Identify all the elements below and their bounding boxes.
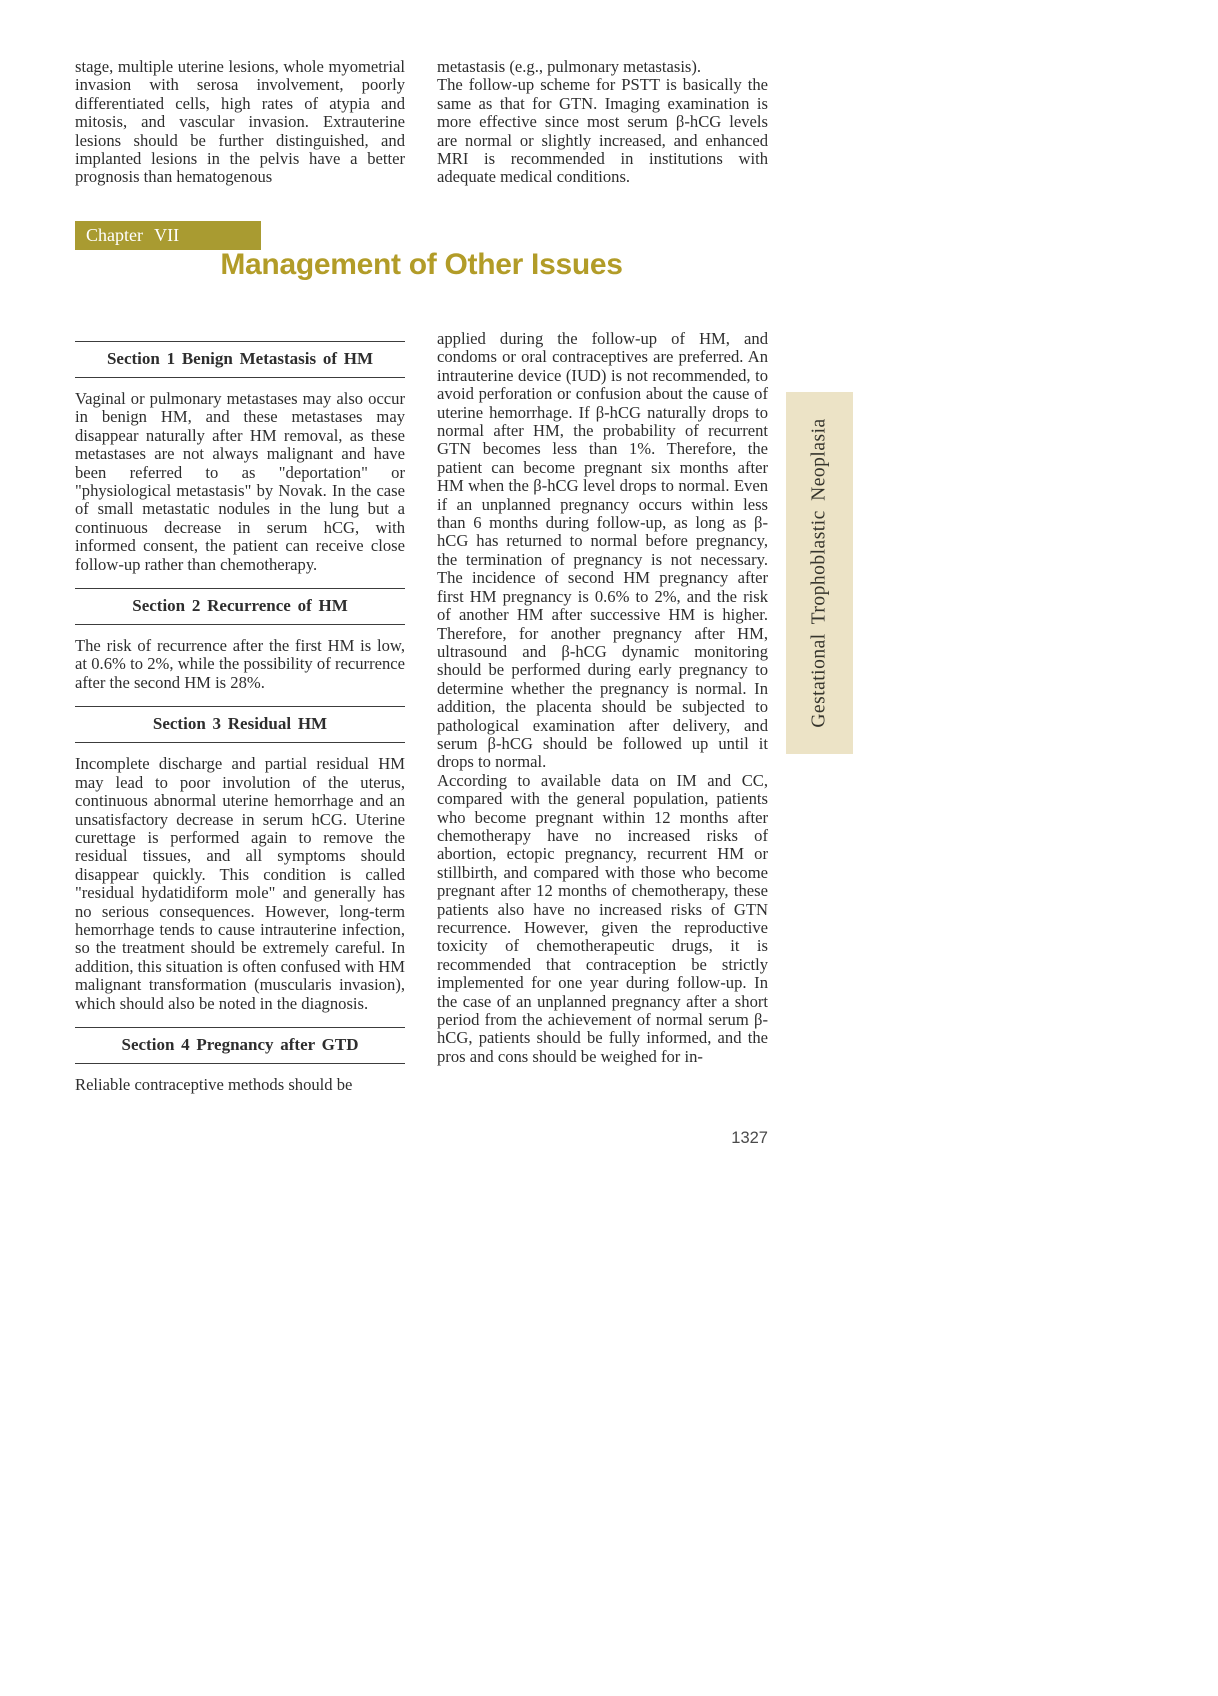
page-number: 1327	[731, 1129, 768, 1147]
right-column-paragraph-1: applied during the follow-up of HM, and condoms or oral contraceptives are preferred. An intrauterine device (IUD) is not recommended, to avoid perforation or confusion about the cause of uterine hemorrhage. If β-hCG naturally drops to normal after HM, the probability of recurrent GTN becomes less than 1%. Therefore, the patient can become pregnant six months after HM when the β-hCG level drops to normal. Even if an unplanned pregnancy occurs within less than 6 months during follow-up, as long as β-hCG has returned to normal before pregnancy, the termination of pregnancy is not necessary. The incidence of second HM pregnancy after first HM pregnancy is 0.6% to 2%, and the risk of another HM after successive HM is higher. Therefore, for another pregnancy after HM, ultrasound and β-hCG dynamic monitoring should be performed during early pregnancy to determine whether the pregnancy is normal. In addition, the placenta should be subjected to pathological examination after delivery, and serum β-hCG should be followed up until it drops to normal.	[437, 329, 768, 772]
section-3	[75, 706, 405, 1013]
right-column	[437, 330, 768, 1066]
right-column-paragraph-2: According to available data on IM and CC, compared with the general population, patients who become pregnant within 12 months after chemotherapy have no increased risks of abortion, ectopic pregnancy, recurrent HM or stillbirth, and compared with those who become pregnant after 12 months of chemotherapy, these patients also have no increased risks of GTN recurrence. However, given the reproductive toxicity of chemotherapeutic drugs, it is recommended that contraception be strictly implemented for one year during follow-up. In the case of an unplanned pregnancy after a short period from the achievement of normal serum β-hCG, patients should be fully informed, and the pros and cons should be weighed for in-	[437, 770, 768, 1066]
chapter-thumb-tab-label: Gestational Trophoblastic Neoplasia	[808, 418, 830, 728]
section-2-paragraph: The risk of recurrence after the first HM is low, at 0.6% to 2%, while the possibility of recurrence after the second HM is 28%.	[75, 636, 405, 692]
intro-right-column	[437, 58, 768, 187]
section-4-heading: Section 4 Pregnancy after GTD	[75, 1027, 405, 1064]
chapter-title: Management of Other Issues	[220, 248, 623, 281]
section-1-heading: Section 1 Benign Metastasis of HM	[75, 341, 405, 378]
intro-right-paragraph-1: metastasis (e.g., pulmonary metastasis).	[437, 57, 702, 76]
section-3-heading: Section 3 Residual HM	[75, 706, 405, 743]
left-column	[75, 341, 405, 1094]
intro-right-paragraph-2: The follow-up scheme for PSTT is basically the same as that for GTN. Imaging examination is more effective since most serum β-hCG levels are normal or slightly increased, and enhanced MRI is recommended in institutions with adequate medical conditions.	[437, 75, 768, 187]
chapter-badge: Chapter VII	[75, 221, 261, 250]
section-1-paragraph: Vaginal or pulmonary metastases may also occur in benign HM, and these metastases may disappear naturally after HM removal, as these metastases are not always malignant and have been referred to as "deportation" or "physiological metastasis" by Novak. In the case of small metastatic nodules in the lung but a continuous decrease in serum hCG, with informed consent, the patient can receive close follow-up rather than chemotherapy.	[75, 389, 405, 574]
section-3-paragraph: Incomplete discharge and partial residual HM may lead to poor involution of the uterus, continuous abnormal uterine hemorrhage and an unsatisfactory decrease in serum hCG. Uterine curettage is performed again to remove the residual tissues, and all symptoms should disappear quickly. This condition is called "residual hydatidiform mole" and generally has no serious consequences. However, long-term hemorrhage tends to cause intrauterine infection, so the treatment should be extremely careful. In addition, this situation is often confused with HM malignant transformation (muscularis invasion), which should also be noted in the diagnosis.	[75, 754, 406, 1013]
section-2	[75, 588, 405, 692]
section-1	[75, 341, 405, 574]
intro-left-paragraph: stage, multiple uterine lesions, whole myometrial invasion with serosa involvement, poorly differentiated cells, high rates of atypia and mitosis, and vascular invasion. Extrauterine lesions should be further distinguished, and implanted lesions in the pelvis have a better prognosis than hematogenous	[75, 57, 405, 187]
section-4-paragraph: Reliable contraceptive methods should be	[75, 1074, 353, 1094]
section-2-heading: Section 2 Recurrence of HM	[75, 588, 405, 625]
section-4	[75, 1027, 405, 1094]
intro-columns	[75, 58, 768, 187]
chapter-thumb-tab	[786, 392, 853, 754]
